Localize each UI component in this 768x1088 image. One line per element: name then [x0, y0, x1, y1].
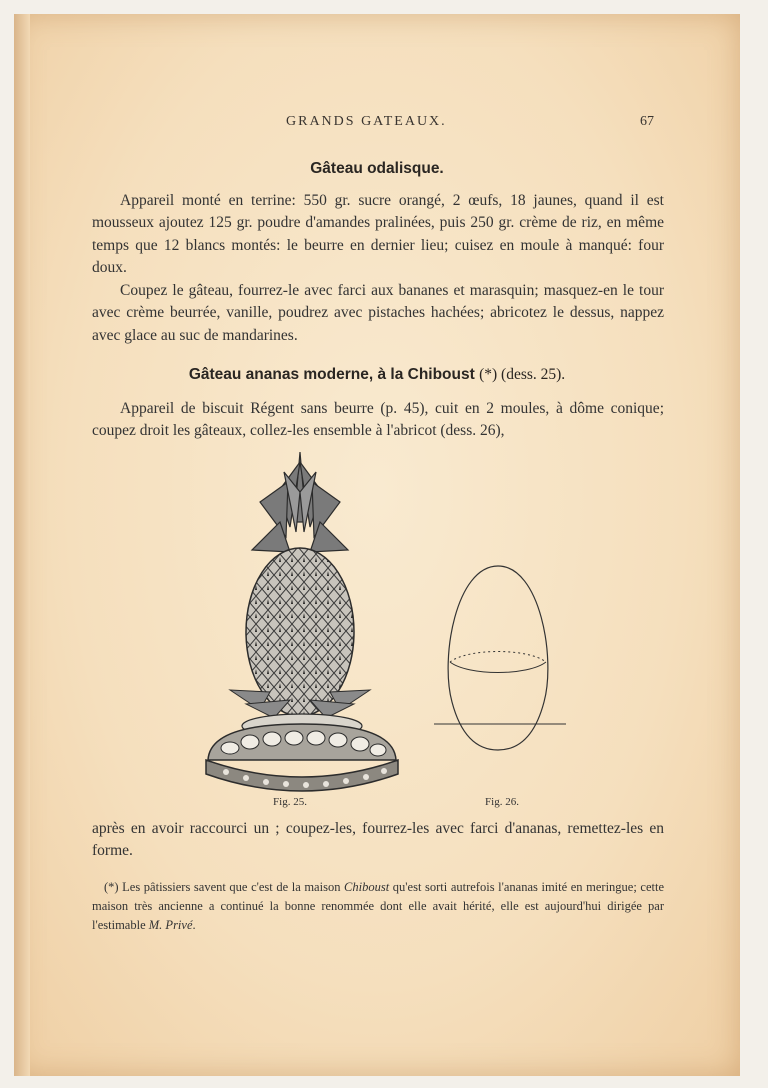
recipe-paragraph: Appareil de biscuit Régent sans beurre (p. 45), cuit en 2 moules, à dôme conique; coupez droit les gâteaux, collez-les ensemble à l'abricot (dess. 26),: [92, 400, 664, 440]
footnote-name: M. Privé: [148, 918, 193, 932]
recipe-paragraph: Appareil monté en terrine: 550 gr. sucre orangé, 2 œufs, 18 jaunes, quand il est mousseux ajoutez 125 gr. poudre d'amandes pralinées, puis 250 gr. crème de riz, en même temps que 12 blancs montés: le beurre en dernier lieu; cuisez en moule à manqué: four doux.: [92, 192, 664, 277]
pineapple-cake-illustration: [190, 442, 410, 792]
footnote: [92, 878, 664, 935]
recipe-title-ananas: [14, 366, 740, 384]
figure-caption: Fig. 25.: [273, 796, 307, 808]
recipe-paragraph: Coupez le gâteau, fourrez-le avec farci aux bananes et marasquin; masquez-en le tour avec crème beurrée, vanille, poudrez avec pistaches hachées; abricotez le dessus, nappez avec glace au suc de mandarines.: [92, 282, 664, 344]
book-page: [14, 14, 740, 1076]
mould-diagram: [428, 562, 568, 758]
page-number: 67: [640, 114, 654, 129]
page-header: [14, 114, 740, 136]
recipe-paragraph: après en avoir raccourci un ; coupez-les, fourrez-les avec farci d'ananas, remettez-les en forme.: [92, 820, 664, 860]
footnote-text: .: [192, 918, 196, 932]
footnote-text: qu'est sorti autrefois l'ananas imité en meringue; cette maison très ancienne a continué la bonne renommée dont elle avait hérité, elle est aujourd'hui dirigée par l'estimable: [92, 880, 664, 932]
footnote-text: (*) Les pâtissiers savent que c'est de la maison: [104, 880, 345, 894]
footnote-name: Chiboust: [344, 880, 390, 894]
recipe-title-ref: (*) (dess. 25).: [479, 366, 566, 383]
page-spine-shadow: [14, 14, 30, 1076]
figure-caption: Fig. 26.: [485, 796, 519, 808]
recipe-title-odalisque: Gâteau odalisque.: [310, 160, 444, 177]
recipe-title-bold: Gâteau ananas moderne, à la Chiboust: [188, 366, 475, 383]
running-title: GRANDS GATEAUX.: [286, 114, 447, 129]
